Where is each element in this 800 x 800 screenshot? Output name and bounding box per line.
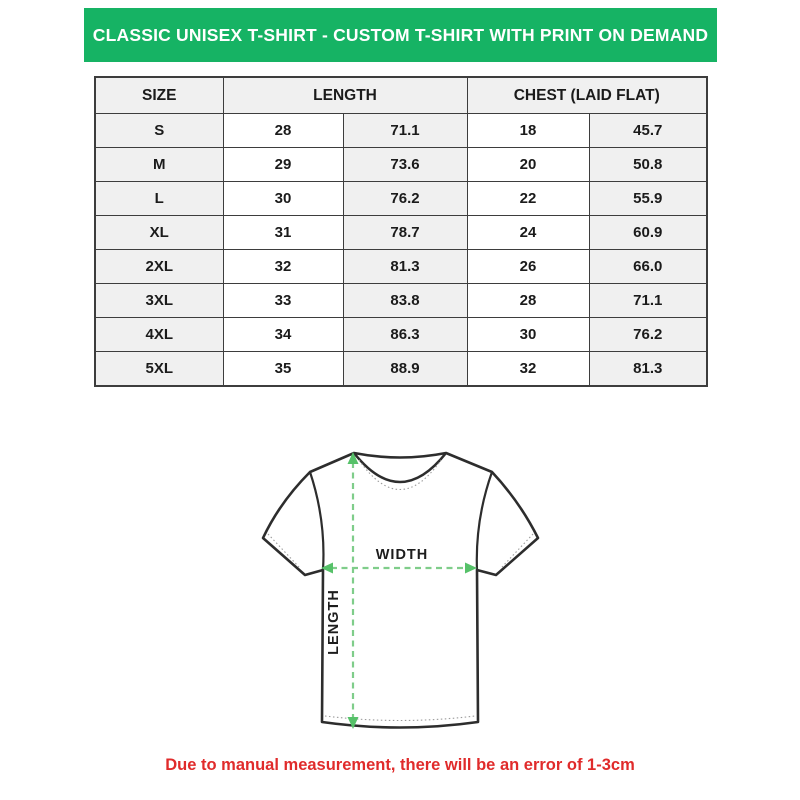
length-cm-cell: 88.9 [343, 352, 467, 387]
length-in-cell: 28 [223, 114, 343, 148]
table-row [95, 114, 707, 148]
chest-cm-cell: 81.3 [589, 352, 707, 387]
chest-in-cell: 28 [467, 284, 589, 318]
length-cm-cell: 78.7 [343, 216, 467, 250]
chest-in-cell: 24 [467, 216, 589, 250]
tshirt-diagram [230, 420, 570, 760]
size-cell: 2XL [95, 250, 223, 284]
table-row [95, 182, 707, 216]
size-cell: XL [95, 216, 223, 250]
column-header-chest: CHEST (LAID FLAT) [467, 77, 707, 114]
length-in-cell: 35 [223, 352, 343, 387]
chest-cm-cell: 71.1 [589, 284, 707, 318]
length-in-cell: 34 [223, 318, 343, 352]
column-header-size: SIZE [95, 77, 223, 114]
measurement-error-note: Due to manual measurement, there will be an error of 1-3cm [165, 756, 635, 774]
length-in-cell: 32 [223, 250, 343, 284]
table-row [95, 318, 707, 352]
length-cm-cell: 81.3 [343, 250, 467, 284]
size-cell: M [95, 148, 223, 182]
length-in-cell: 30 [223, 182, 343, 216]
chest-in-cell: 22 [467, 182, 589, 216]
chest-cm-cell: 45.7 [589, 114, 707, 148]
chest-cm-cell: 66.0 [589, 250, 707, 284]
chest-in-cell: 26 [467, 250, 589, 284]
tshirt-outline-icon [263, 453, 538, 728]
chest-in-cell: 20 [467, 148, 589, 182]
table-row [95, 216, 707, 250]
size-cell: L [95, 182, 223, 216]
length-in-cell: 29 [223, 148, 343, 182]
length-cm-cell: 71.1 [343, 114, 467, 148]
header-banner [84, 8, 717, 62]
size-cell: 3XL [95, 284, 223, 318]
chest-in-cell: 30 [467, 318, 589, 352]
length-in-cell: 31 [223, 216, 343, 250]
chest-cm-cell: 55.9 [589, 182, 707, 216]
chest-in-cell: 18 [467, 114, 589, 148]
table-row [95, 148, 707, 182]
table-row [95, 352, 707, 387]
length-cm-cell: 86.3 [343, 318, 467, 352]
size-cell: S [95, 114, 223, 148]
size-cell: 5XL [95, 352, 223, 387]
column-header-length: LENGTH [223, 77, 467, 114]
width-label: WIDTH [375, 547, 429, 563]
chest-cm-cell: 76.2 [589, 318, 707, 352]
chest-cm-cell: 50.8 [589, 148, 707, 182]
length-cm-cell: 76.2 [343, 182, 467, 216]
size-cell: 4XL [95, 318, 223, 352]
table-row [95, 284, 707, 318]
length-cm-cell: 73.6 [343, 148, 467, 182]
page-title: CLASSIC UNISEX T-SHIRT - CUSTOM T-SHIRT WITH PRINT ON DEMAND [92, 24, 709, 45]
length-label: LENGTH [326, 589, 342, 655]
length-in-cell: 33 [223, 284, 343, 318]
chest-cm-cell: 60.9 [589, 216, 707, 250]
length-cm-cell: 83.8 [343, 284, 467, 318]
table-header-row [95, 77, 707, 114]
chest-in-cell: 32 [467, 352, 589, 387]
table-row [95, 250, 707, 284]
size-chart-table [94, 76, 708, 387]
